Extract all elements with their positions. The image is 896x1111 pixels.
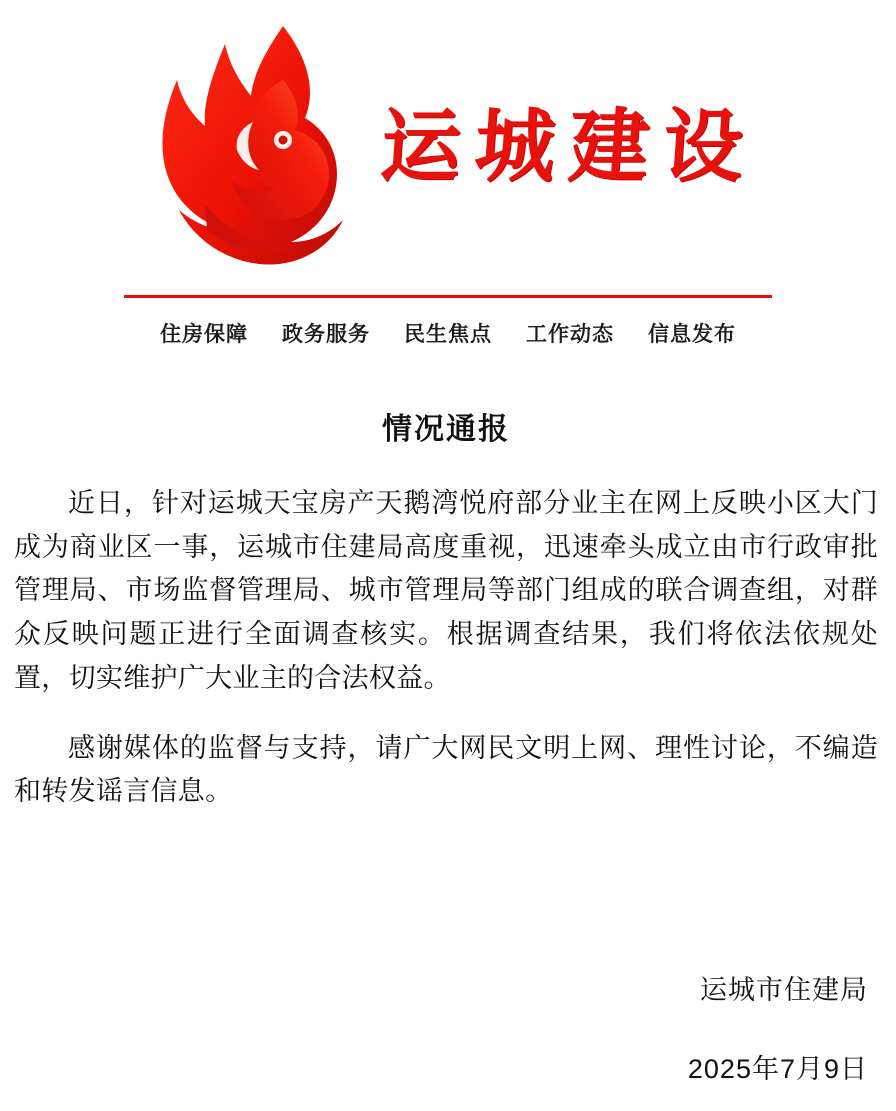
nav-item-government-services[interactable]: 政务服务: [282, 323, 370, 346]
header-divider: [124, 295, 772, 298]
site-header: [0, 0, 896, 273]
main-navigation[interactable]: [0, 318, 896, 348]
signature-date: 2025年7月9日: [687, 1053, 868, 1084]
nav-item-livelihood-focus[interactable]: 民生焦点: [404, 323, 492, 346]
nav-item-work-updates[interactable]: 工作动态: [526, 323, 614, 346]
site-brand-title: 运城建设: [377, 98, 761, 193]
nav-item-information-release[interactable]: 信息发布: [648, 323, 736, 346]
page-title: 情况通报: [382, 413, 510, 446]
nav-item-housing-security[interactable]: 住房保障: [160, 323, 248, 346]
signature-block: [688, 970, 868, 1089]
article-paragraph-2: 感谢媒体的监督与支持，请广大网民文明上网、理性讨论，不编造和转发谣言信息。: [14, 732, 878, 807]
article-paragraph-1: 近日，针对运城天宝房产天鹅湾悦府部分业主在网上反映小区大门成为商业区一事，运城市住建局高度重视，迅速牵头成立由市行政审批管理局、市场监督管理局、城市管理局等部门组成的联合调查组，对群众反映问题正进行全面调查核实。根据调查结果，我们将依法依规处置，切实维护广大业主的合法权益。: [14, 488, 878, 693]
signature-issuer: 运城市住建局: [700, 975, 868, 1005]
flame-swan-logo-icon: [133, 18, 353, 273]
article-body: [0, 404, 896, 814]
